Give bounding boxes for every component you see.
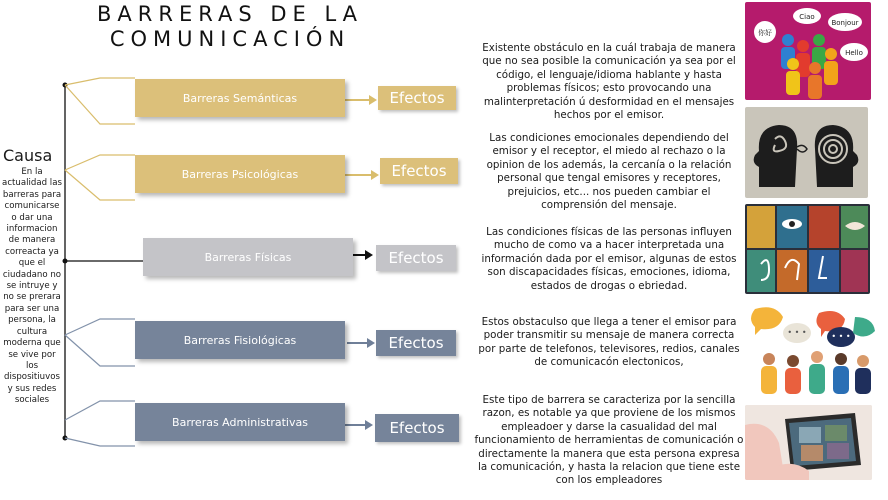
bubble-nihao: 你好 xyxy=(758,29,772,37)
image-video-call xyxy=(745,405,872,480)
barrier-administrativas-label: Barreras Administrativas xyxy=(172,415,308,429)
causa-text: En la actualidad las barreras para comunicarse o dar una informacion de manera correacta ya que el ciudadano no se intruye y no se prerara para ser una persona, la cultura moderna que se vive por los dispositiuvos y sus redes sociales xyxy=(2,167,62,406)
branch-administrativas-top xyxy=(65,401,135,420)
efecto-administrativas: Efectos xyxy=(375,414,459,442)
title-line-2: COMUNICACIÓN xyxy=(109,27,351,51)
barrier-psicologicas-label: Barreras Psicológicas xyxy=(181,167,299,181)
branch-semanticas-top xyxy=(65,78,135,85)
image-psychology xyxy=(745,107,868,198)
description-semanticas: Existente obstáculo en la cuál trabaja de manera que no sea posible la comunicación ya sea por el código, el lenguaje/idioma hablante y hasta problemas físicos; esto provocando una malinterpretación ú desformidad en el mensajes hechos por el emisor. xyxy=(482,42,736,122)
barrier-fisicas-label: Barreras Físicas xyxy=(204,250,292,264)
branch-fisiologicas-top xyxy=(65,319,135,335)
barrier-fisiologicas-label: Barreras Fisiológicas xyxy=(183,333,297,347)
image-senses xyxy=(745,204,870,294)
description-psicologicas: Las condiciones emocionales dependiendo del emisor y el receptor, el miedo al rechazo o la opinion de los además, la cercanía o la relación personal que tengal emisores y receptores, prejuicios, etc... nos pueden cambiar el comprensión del mensaje. xyxy=(486,132,732,212)
image-conversation xyxy=(745,303,878,397)
description-administrativas: Este tipo de barrera se caracteriza por la sencilla razon, es notable ya que proviene de los mismos empleadoer y darse la casualidad del mal funcionamiento de herramientas de comunicación o directamente la manera que esta persona expresa la comunicación, y hasta la relacion que tiene este con los empleadores xyxy=(474,394,744,487)
bubble-bonjour: Bonjour xyxy=(831,19,859,27)
barrier-psicologicas xyxy=(135,155,345,193)
branch-psicologicas-bottom xyxy=(65,170,135,200)
barrier-semanticas xyxy=(135,79,345,117)
branch-psicologicas-top xyxy=(65,155,135,170)
bubble-dots-2: • • • xyxy=(831,332,851,341)
description-fisiologicas: Estos obstaculso que llega a tener el emisor para poder transmitir su mensaje de manera correcta por parte de telefonos, televisores, redios, canales de comunicacón electonicos, xyxy=(478,316,740,369)
barrier-administrativas xyxy=(135,403,345,441)
title-line-1: BARRERAS DE LA xyxy=(97,2,363,26)
barrier-fisicas xyxy=(143,238,353,276)
bubble-ciao: Ciao xyxy=(799,13,815,21)
efecto-semanticas: Efectos xyxy=(378,86,456,110)
efecto-psicologicas: Efectos xyxy=(380,158,458,184)
efecto-fisicas: Efectos xyxy=(376,245,456,271)
description-fisicas: Las condiciones físicas de las personas influyen mucho de como va a hacer interpretada una información dada por el emisor, algunas de estos son discapacidades físicas, emociones, idioma, estados de drogas o ebriedad. xyxy=(481,226,737,292)
branch-administrativas-bottom xyxy=(65,438,135,446)
bubble-dots-1: • • • xyxy=(787,328,807,337)
bubble-hello: Hello xyxy=(845,49,863,57)
barrier-fisiologicas xyxy=(135,321,345,359)
efecto-fisiologicas: Efectos xyxy=(376,330,456,356)
branch-semanticas-bottom xyxy=(65,85,135,124)
causa-heading: Causa xyxy=(3,146,53,165)
branch-fisiologicas-bottom xyxy=(65,335,135,366)
image-languages xyxy=(745,2,871,100)
barrier-semanticas-label: Barreras Semánticas xyxy=(182,91,298,105)
